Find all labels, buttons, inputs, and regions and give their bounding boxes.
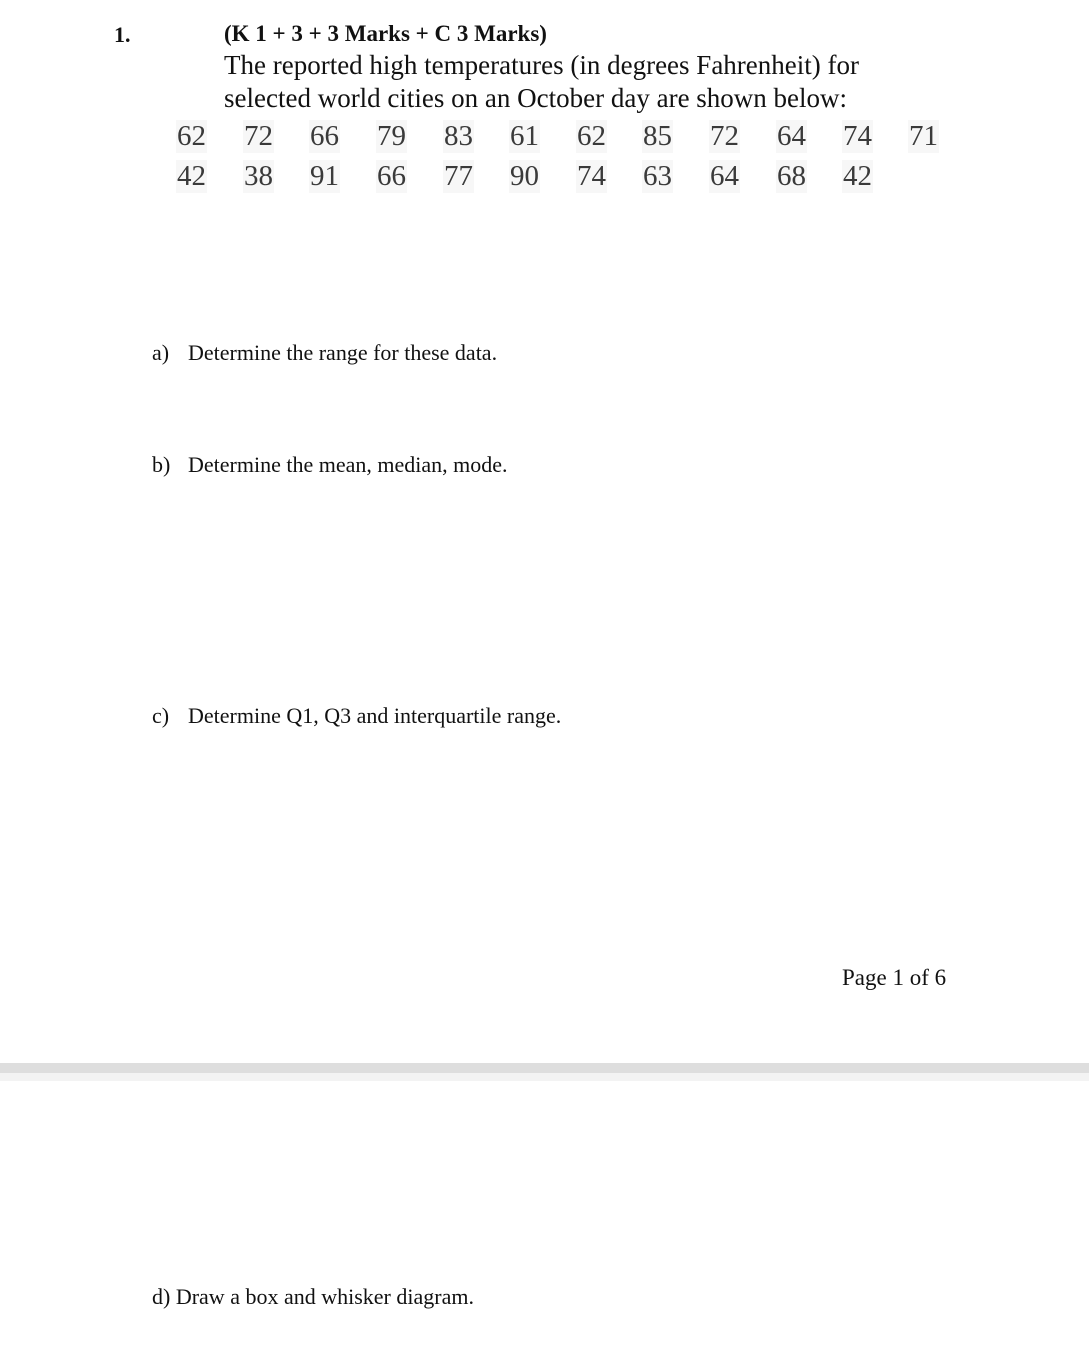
part-b bbox=[152, 452, 508, 478]
data-value: 61 bbox=[510, 120, 539, 152]
data-value: 64 bbox=[710, 160, 739, 192]
data-value: 62 bbox=[177, 120, 206, 152]
data-value: 85 bbox=[643, 120, 672, 152]
data-value: 74 bbox=[843, 120, 872, 152]
page-break-shadow bbox=[0, 1073, 1089, 1081]
part-c-label: c) bbox=[152, 703, 170, 728]
data-value: 68 bbox=[777, 160, 806, 192]
data-value: 83 bbox=[444, 120, 473, 152]
data-value: 64 bbox=[777, 120, 806, 152]
part-a bbox=[152, 340, 497, 366]
data-value: 91 bbox=[310, 160, 339, 192]
data-value: 72 bbox=[710, 120, 739, 152]
data-value: 42 bbox=[177, 160, 206, 192]
part-d bbox=[152, 1284, 474, 1310]
data-value: 63 bbox=[643, 160, 672, 192]
data-value: 72 bbox=[244, 120, 273, 152]
question-number: 1. bbox=[114, 22, 131, 47]
question-intro-line1: The reported high temperatures (in degrees Fahrenheit) for bbox=[224, 50, 859, 80]
part-c-text: Determine Q1, Q3 and interquartile range. bbox=[188, 703, 562, 728]
part-d-text: Draw a box and whisker diagram. bbox=[175, 1284, 474, 1309]
data-value: 74 bbox=[577, 160, 606, 192]
part-d-label: d) bbox=[152, 1284, 171, 1309]
data-value: 66 bbox=[377, 160, 406, 192]
page-break-divider bbox=[0, 1063, 1089, 1073]
part-c bbox=[152, 703, 561, 729]
data-value: 66 bbox=[310, 120, 339, 152]
part-a-text: Determine the range for these data. bbox=[188, 340, 498, 365]
page-number: Page 1 of 6 bbox=[842, 965, 947, 990]
data-value: 71 bbox=[909, 120, 938, 152]
part-a-label: a) bbox=[152, 340, 170, 365]
data-value: 90 bbox=[510, 160, 539, 192]
data-value: 77 bbox=[444, 160, 473, 192]
data-value: 79 bbox=[377, 120, 406, 152]
part-b-text: Determine the mean, median, mode. bbox=[188, 452, 508, 477]
data-value: 38 bbox=[244, 160, 273, 192]
data-value: 42 bbox=[843, 160, 872, 192]
marks-allocation: (K 1 + 3 + 3 Marks + C 3 Marks) bbox=[224, 21, 547, 46]
part-b-label: b) bbox=[152, 452, 171, 477]
data-value: 62 bbox=[577, 120, 606, 152]
question-intro-line2: selected world cities on an October day are shown below: bbox=[224, 83, 848, 113]
